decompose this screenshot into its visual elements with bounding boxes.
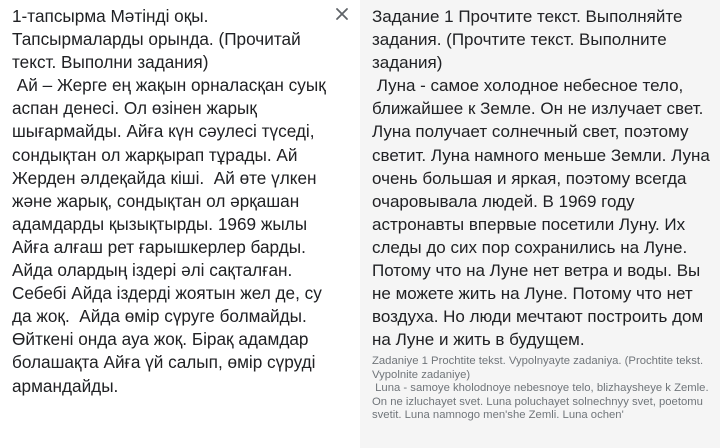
translation-pane [360, 0, 720, 448]
clear-source-button[interactable] [332, 4, 352, 24]
translation-text: Задание 1 Прочтите текст. Выполняйте задания. (Прочтите текст. Выполните задания) Луна - самое холодное небесное тело, ближайшее к Земле. Он не излучает свет. Луна получает солнечный свет, поэтому светит. Луна намного меньше Земли. Луна очень большая и яркая, поэтому всегда очаровывала людей. В 1969 году астронавты впервые посетили Луну. Их следы до сих пор сохранились на Луне. Потому что на Луне нет ветра и воды. Вы не можете жить на Луне. Потому что нет воздуха. Но люди мечтают построить дом на Луне и жить в будущем. [372, 7, 710, 350]
close-icon[interactable] [335, 7, 349, 21]
transliteration-text: Zadaniye 1 Prochtite tekst. Vypolnyayte zadaniya. (Prochtite tekst. Vypolnite zadaniye) Luna - samoye kholodnoye nebesnoye telo, blizhaysheye k Zemle. On ne izluchayet svet. Luna poluchayet solnechnyy svet, poetomu svetit. Luna namnogo men'she Zemli. Luna ochen' [372, 355, 709, 422]
source-text[interactable]: 1-тапсырма Мәтінді оқы. Тапсырмаларды орында. (Прочитай текст. Выполни задания) Ай – Жерге ең жақын орналасқан суық аспан денесі. Ол өзінен жарық шығармайды. Айға күн сәулесі түседі, сондықтан ол жарқырап тұрады. Ай Жерден әлдеқайда кіші. Ай өте үлкен және жарық, сондықтан ол әрқашан адамдарды қызықтырды. 1969 жылы Айға алғаш рет ғарышкерлер барды. Айда олардың іздері әлі сақталған. Себебі Айда іздерді жоятын жел де, су да жоқ. Айда өмір сүруге болмайды. Өйткені онда ауа жоқ. Бірақ адамдар болашақта Айға үй салып, өмір сүруді армандайды. [12, 6, 326, 396]
